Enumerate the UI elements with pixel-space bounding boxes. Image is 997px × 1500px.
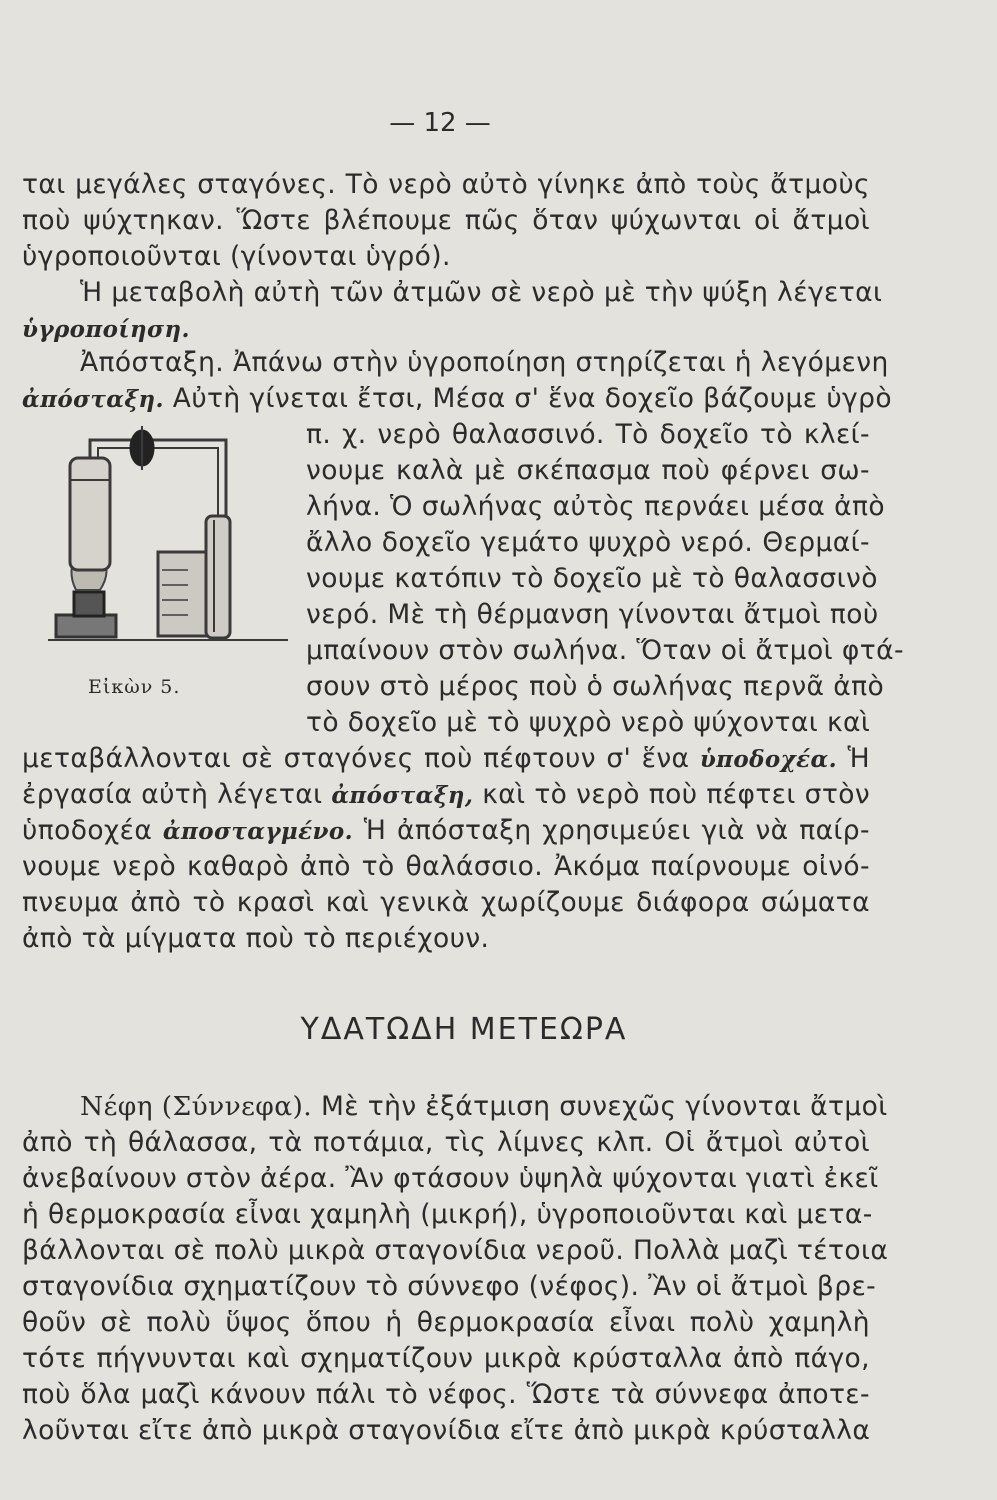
- nefi-rest: Μὲ τὴν ἐξάτμιση συνεχῶς γίνονται ἄτμοὶ: [320, 1091, 888, 1122]
- section-heading: ΥΔΑΤΩΔΗ ΜΕΤΕΩΡΑ: [300, 1012, 628, 1047]
- text-line: ται μεγάλες σταγόνες. Τὸ νερὸ αὐτὸ γίνηκε ἀπὸ τοὺς ἄτμοὺς: [22, 169, 870, 200]
- text-line: νουμε κατόπιν τὸ δοχεῖο μὲ τὸ θαλασσινὸ: [306, 563, 878, 594]
- text-line: ἡ θερμοκρασία εἶναι χαμηλὴ (μικρή), ὑγροποιοῦνται καὶ μετα-: [22, 1199, 873, 1230]
- text-line: π. χ. νερὸ θαλασσινό. Τὸ δοχεῖο τὸ κλεί-: [306, 419, 870, 450]
- text-line: ὑγροποιοῦνται (γίνονται ὑγρό).: [22, 241, 451, 272]
- text-line: λήνα. Ὁ σωλήνας αὐτὸς περνάει μέσα ἀπὸ: [306, 491, 885, 522]
- term-ygropoiisi: ὑγροποίηση.: [22, 316, 190, 343]
- text-line: λοῦνται εἴτε ἀπὸ μικρὰ σταγονίδια εἴτε ἀπὸ μικρὰ κρύσταλλα: [22, 1415, 871, 1446]
- text-line: ἄλλο δοχεῖο γεμάτο ψυχρὸ νερό. Θερμαί-: [306, 527, 870, 558]
- page-number: — 12 —: [389, 108, 491, 138]
- nefi-heading: Νέφη (Σύννεφα).: [80, 1091, 313, 1122]
- text-line: [22, 744, 870, 776]
- term-apostaxi: ἀπόσταξη.: [22, 386, 164, 413]
- text-line: ποὺ ὅλα μαζὶ κάνουν πάλι τὸ νέφος. Ὥστε τὰ σύννεφα ἀποτε-: [22, 1379, 870, 1410]
- text-line: [22, 383, 892, 416]
- text-line: νουμε νερὸ καθαρὸ ἀπὸ τὸ θαλάσσιο. Ἀκόμα παίρνουμε οἰνό-: [22, 851, 870, 882]
- figure-caption: Εἰκὼν 5.: [88, 676, 181, 698]
- line-start: ἐργασία αὐτὴ λέγεται: [22, 779, 323, 810]
- apostaxi-heading: Ἀπόσταξη.: [80, 347, 225, 378]
- line-start: ὑποδοχέα: [22, 815, 153, 846]
- term-apostagmeno: ἀποσταγμένο.: [162, 818, 354, 845]
- line-start: μεταβάλλονται σὲ σταγόνες ποὺ πέφτουν σ' ἕνα: [22, 743, 690, 774]
- text-line: [80, 347, 889, 380]
- line-end: Ἡ: [847, 743, 870, 774]
- text-line: [22, 816, 870, 848]
- text-line: νουμε καλὰ μὲ σκέπασμα ποὺ φέρνει σω-: [306, 455, 870, 486]
- text-line: μπαίνουν στὸν σωλήνα. Ὅταν οἱ ἄτμοὶ φτά-: [306, 635, 904, 666]
- text-line: τότε πήγνυνται καὶ σχηματίζουν μικρὰ κρύσταλλα ἀπὸ πάγο,: [22, 1343, 870, 1374]
- text-line: [22, 780, 870, 812]
- text-line: ποὺ ψύχτηκαν. Ὥστε βλέπουμε πῶς ὅταν ψύχωνται οἱ ἄτμοὶ: [22, 205, 870, 236]
- text-line: θοῦν σὲ πολὺ ὕψος ὅπου ἡ θερμοκρασία εἶναι πολὺ χαμηλὴ: [22, 1307, 870, 1338]
- text-line: βάλλονται σὲ πολὺ μικρὰ σταγονίδια νεροῦ. Πολλὰ μαζὶ τέτοια: [22, 1235, 889, 1266]
- text-line: [80, 1091, 888, 1124]
- text-line: σταγονίδια σχηματίζουν τὸ σύννεφο (νέφος). Ἂν οἱ ἄτμοὶ βρε-: [22, 1271, 877, 1302]
- term-ypodocheas: ὑποδοχέα.: [699, 746, 838, 773]
- text-line: Ἡ μεταβολὴ αὐτὴ τῶν ἀτμῶν σὲ νερὸ μὲ τὴν ψύξη λέγεται: [80, 277, 883, 308]
- text-line: ἀνεβαίνουν στὸν ἀέρα. Ἂν φτάσουν ὑψηλὰ ψύχονται γιατὶ ἐκεῖ: [22, 1163, 879, 1194]
- text-line: τὸ δοχεῖο μὲ τὸ ψυχρὸ νερὸ ψύχονται καὶ: [306, 707, 871, 738]
- line-rest: Αὐτὴ γίνεται ἔτσι, Μέσα σ' ἕνα δοχεῖο βάζουμε ὑγρὸ: [172, 383, 892, 414]
- text-line: σουν στὸ μέρος ποὺ ὁ σωλήνας περνᾶ ἀπὸ: [306, 671, 885, 702]
- text-line: [22, 314, 870, 346]
- line-end: καὶ τὸ νερὸ ποὺ πέφτει στὸν: [482, 779, 871, 810]
- apostaxi-rest: Ἀπάνω στὴν ὑγροποίηση στηρίζεται ἡ λεγόμενη: [232, 347, 889, 378]
- text-line: ἀπὸ τὴ θάλασσα, τὰ ποτάμια, τὶς λίμνες κλπ. Οἱ ἄτμοὶ αὐτοὶ: [22, 1127, 870, 1158]
- term-apostaxi: ἀπόσταξη,: [331, 782, 474, 809]
- text-line: ἀπὸ τὰ μίγματα ποὺ τὸ περιέχουν.: [22, 923, 490, 954]
- distillation-apparatus-figure: [48, 420, 298, 650]
- text-line: νερό. Μὲ τὴ θέρμανση γίνονται ἄτμοὶ ποὺ: [306, 599, 879, 630]
- line-end: Ἡ ἀπόσταξη χρησιμεύει γιὰ νὰ παίρ-: [363, 815, 870, 846]
- text-line: πνευμα ἀπὸ τὸ κρασὶ καὶ γενικὰ χωρίζουμε διάφορα σώματα: [22, 887, 870, 918]
